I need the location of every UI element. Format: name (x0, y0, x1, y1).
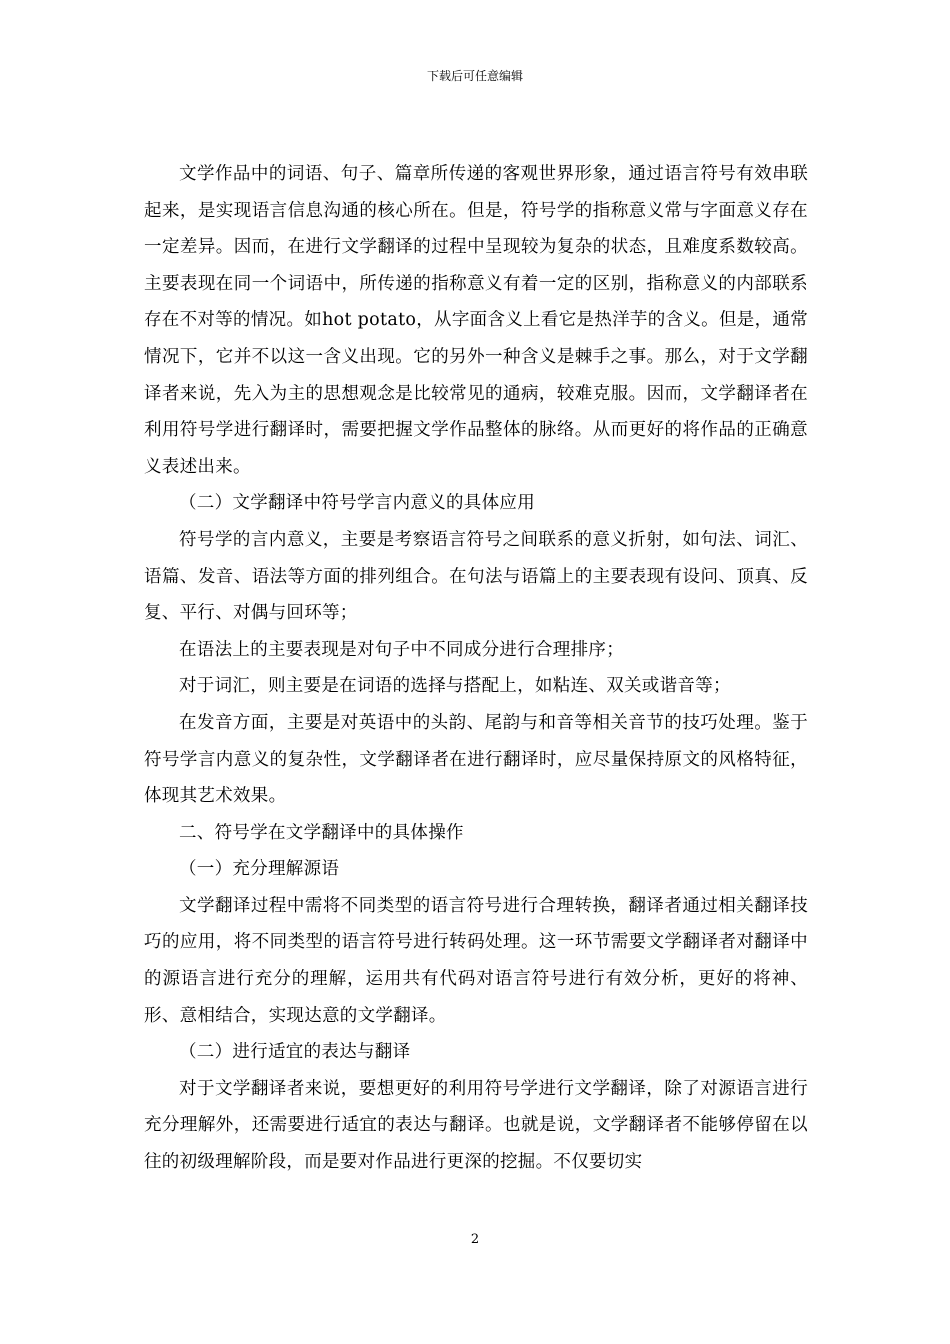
body-paragraph: 在发音方面，主要是对英语中的头韵、尾韵与和音等相关音节的技巧处理。鉴于符号学言内意义的复杂性，文学翻译者在进行翻译时，应尽量保持原文的风格特征，体现其艺术效果。 (144, 712, 808, 807)
section-heading: （二）文学翻译中符号学言内意义的具体应用 (179, 493, 535, 514)
body-paragraph: 对于词汇，则主要是在词语的选择与搭配上，如粘连、双关或谐音等； (179, 676, 731, 697)
section-heading: 二、符号学在文学翻译中的具体操作 (179, 822, 464, 843)
page-header: 下载后可任意编辑 (426, 69, 523, 83)
document-body (144, 156, 808, 1181)
page-number: 2 (470, 1232, 480, 1247)
section-heading: （一）充分理解源语 (179, 859, 340, 880)
body-paragraph: 文学作品中的词语、句子、篇章所传递的客观世界形象，通过语言符号有效串联起来，是实现语言信息沟通的核心所在。但是，符号学的指称意义常与字面意义存在一定差异。因而，在进行文学翻译的过程中呈现较为复杂的状态，且难度系数较高。主要表现在同一个词语中，所传递的指称意义有着一定的区别，指称意义的内部联系存在不对等的情况。如hot potato，从字面含义上看它是热洋芋的含义。但是，通常情况下，它并不以这一含义出现。它的另外一种含义是棘手之事。那么，对于文学翻译者来说，先入为主的思想观念是比较常见的通病，较难克服。因而，文学翻译者在利用符号学进行翻译时，需要把握文学作品整体的脉络。从而更好的将作品的正确意义表述出来。 (144, 164, 808, 477)
section-heading: （二）进行适宜的表达与翻译 (179, 1042, 411, 1063)
body-paragraph: 在语法上的主要表现是对句子中不同成分进行合理排序； (179, 639, 624, 660)
body-paragraph: 文学翻译过程中需将不同类型的语言符号进行合理转换，翻译者通过相关翻译技巧的应用，将不同类型的语言符号进行转码处理。这一环节需要文学翻译者对翻译中的源语言进行充分的理解，运用共有代码对语言符号进行有效分析，更好的将神、形、意相结合，实现达意的文学翻译。 (144, 895, 808, 1026)
body-paragraph: 符号学的言内意义，主要是考察语言符号之间联系的意义折射，如句法、词汇、语篇、发音、语法等方面的排列组合。在句法与语篇上的主要表现有设问、顶真、反复、平行、对偶与回环等； (144, 529, 808, 624)
body-paragraph: 对于文学翻译者来说，要想更好的利用符号学进行文学翻译，除了对源语言进行充分理解外，还需要进行适宜的表达与翻译。也就是说，文学翻译者不能够停留在以往的初级理解阶段，而是要对作品进行更深的挖掘。不仅要切实 (144, 1078, 808, 1173)
